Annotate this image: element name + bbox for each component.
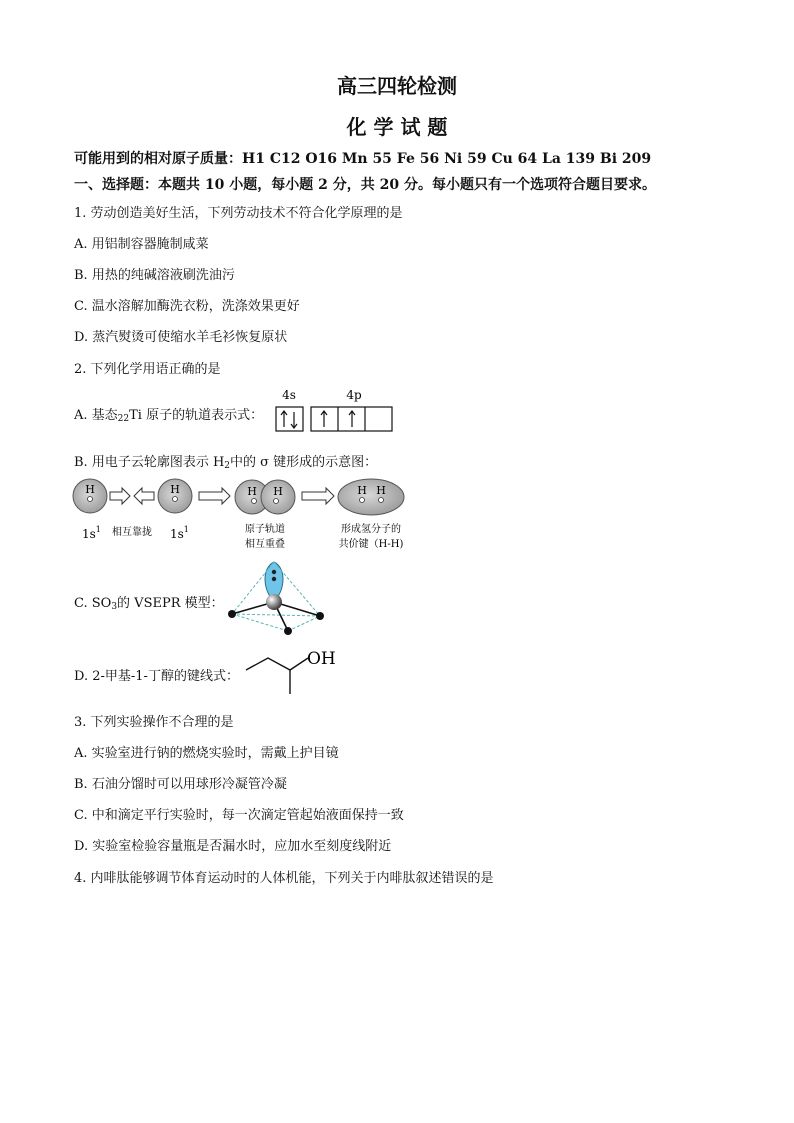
arrows-4s [281,411,297,428]
q1-option-b: B. 用热的纯碱溶液刷洗油污 [74,268,235,283]
svg-text:H: H [376,484,386,497]
svg-text:H: H [357,484,367,497]
q2-option-a: A. 基态$_{22}$Ti 原子的轨道表示式： [74,408,264,424]
q2-stem: 2. 下列化学用语正确的是 [74,362,221,377]
svg-text:1s1: $1s^1$ [82,525,101,541]
svg-text:共价键（H-H): 共价键（H-H) [338,539,404,550]
q3-option-b: B. 石油分馏时可以用球形冷凝管冷凝 [74,777,287,792]
svg-text:相互靠拢: 相互靠拢 [112,527,152,538]
page-title: 高三四轮检测 [337,74,457,98]
q3-stem: 3. 下列实验操作不合理的是 [74,715,234,730]
svg-text:形成氢分子的: 形成氢分子的 [341,524,401,535]
section-heading: 一、选择题：本题共 10 小题，每小题 2 分，共 20 分。每小题只有一个选项符合题目要求。 [74,177,656,193]
svg-text:H: H [247,485,257,498]
q3-option-a: A. 实验室进行钠的燃烧实验时，需戴上护目镜 [74,746,339,761]
q4-stem: 4. 内啡肽能够调节体育运动时的人体机能，下列关于内啡肽叙述错误的是 [74,871,494,886]
page-subtitle: 化 学 试 题 [346,115,448,139]
svg-text:H: H [273,485,283,498]
label-4s: 4s [282,388,296,402]
atomic-masses: 可能用到的相对原子质量：H1 C12 O16 Mn 55 Fe 56 Ni 59 Cu 64 La 139 Bi 209 [74,151,652,167]
q2-option-d: D. 2-甲基-1-丁醇的键线式： [74,669,239,684]
q3-option-d: D. 实验室检验容量瓶是否漏水时，应加水至刻度线附近 [74,839,392,854]
orbital-box-4s [276,407,303,431]
svg-text:相互重叠: 相互重叠 [245,539,285,550]
q2-option-b: B. 用电子云轮廓图表示 $H_2$中的 σ 键形成的示意图： [74,455,378,471]
sigma-bond-diagram [72,474,417,556]
orbital-diagram [268,384,400,436]
svg-text:OH: OH [307,649,336,669]
q2-option-c: C. $SO_3$的 VSEPR 模型： [74,596,224,612]
vsepr-model [222,558,332,640]
svg-text:H: H [170,483,180,496]
central-atom [266,594,282,610]
svg-text:1s1: $1s^1$ [170,525,189,541]
svg-text:原子轨道: 原子轨道 [245,524,285,535]
q3-option-c: C. 中和滴定平行实验时，每一次滴定管起始液面保持一致 [74,808,404,823]
q1-stem: 1. 劳动创造美好生活，下列劳动技术不符合化学原理的是 [74,206,403,221]
skeletal-formula [244,648,339,696]
label-4p: 4p [346,388,362,402]
svg-text:H: H [85,483,95,496]
q1-option-a: A. 用铝制容器腌制咸菜 [74,237,209,252]
q1-option-d: D. 蒸汽熨烫可使缩水羊毛衫恢复原状 [74,330,288,345]
q1-option-c: C. 温水溶解加酶洗衣粉，洗涤效果更好 [74,299,300,314]
